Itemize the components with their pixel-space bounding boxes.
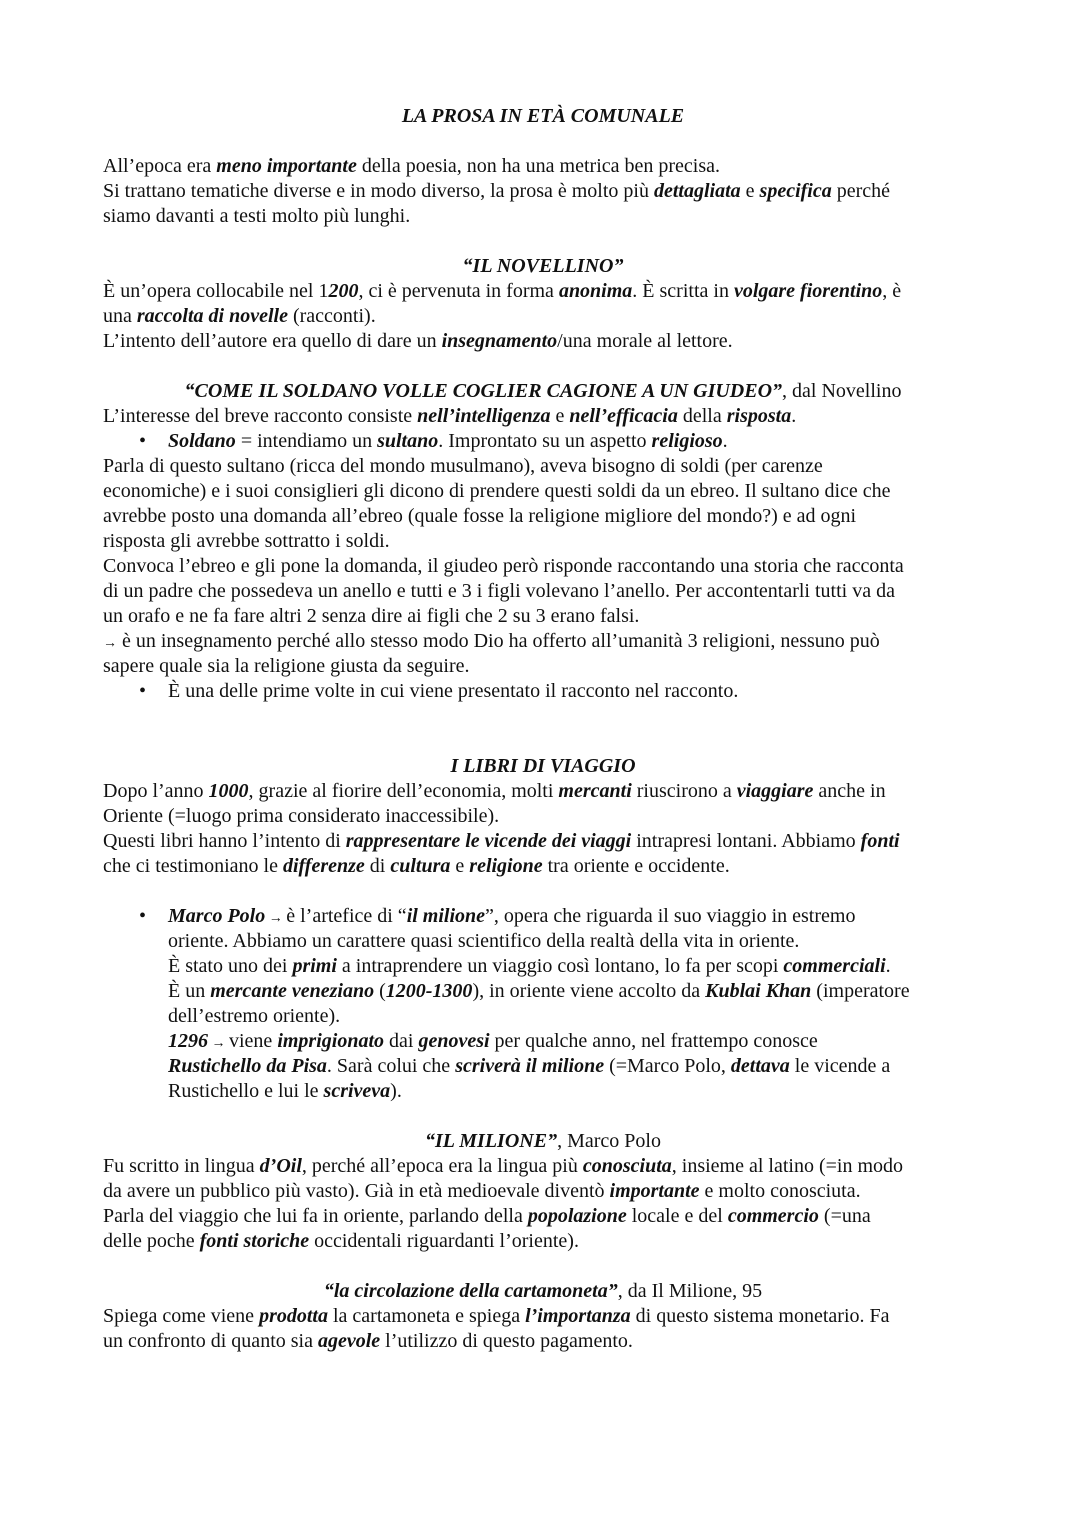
text-run: e (740, 180, 760, 202)
text-run: e (550, 405, 570, 427)
text-line (103, 154, 983, 179)
text-run: e molto conosciuta. (699, 1180, 861, 1202)
emphasis-text: volgare fiorentino (733, 280, 883, 302)
emphasis-text: imprigionato (277, 1030, 385, 1052)
section-soldano (103, 379, 983, 704)
text-line (103, 504, 983, 529)
text-line (103, 304, 983, 329)
text-line (103, 179, 983, 204)
emphasis-text: “COME IL SOLDANO VOLLE COGLIER CAGIONE A UN GIUDEO” (184, 380, 783, 402)
text-run: , da Il Milione, 95 (617, 1280, 763, 1302)
section-novellino (103, 254, 983, 354)
section-heading (103, 254, 983, 279)
emphasis-text: scriverà il milione (455, 1055, 605, 1077)
emphasis-text: il milione (406, 905, 486, 927)
emphasis-text: dettava (730, 1055, 790, 1077)
text-line (103, 1204, 983, 1229)
text-run: Spiega come viene (103, 1305, 260, 1327)
text-line (103, 1229, 983, 1254)
text-run: di (364, 855, 391, 877)
text-run: Parla del viaggio che lui fa in oriente, parlando della (103, 1205, 528, 1227)
text-run: un confronto di quanto sia (103, 1330, 318, 1352)
text-line (103, 329, 983, 354)
emphasis-text: Soldano (168, 430, 236, 452)
emphasis-text: meno importante (216, 155, 357, 177)
bullet-item (103, 679, 983, 704)
emphasis-text: 1200-1300 (385, 980, 473, 1002)
text-run: locale e del (626, 1205, 728, 1227)
text-run: ( (374, 980, 386, 1002)
text-run: L’intento dell’autore era quello di dare un (103, 330, 442, 352)
emphasis-text: mercante veneziano (210, 980, 375, 1002)
text-run: a intraprendere un viaggio così lontano, lo fa per scopi (336, 955, 784, 977)
text-line (103, 954, 983, 979)
text-line (103, 1154, 983, 1179)
text-run: È un’opera collocabile nel 1 (103, 280, 329, 302)
emphasis-text: d’Oil (259, 1155, 302, 1177)
text-run: L’interesse del breve racconto consiste (103, 405, 418, 427)
emphasis-text: popolazione (527, 1205, 627, 1227)
text-line (103, 554, 983, 579)
text-run: , Marco Polo (557, 1130, 661, 1152)
emphasis-text: “la circolazione della cartamoneta” (323, 1280, 618, 1302)
emphasis-text: dettagliata (653, 180, 741, 202)
text-run: , dal Novellino (782, 380, 902, 402)
section-marco-polo (103, 904, 983, 1104)
document-page (103, 104, 983, 1354)
text-line (103, 654, 983, 679)
text-run: Parla di questo sultano (ricca del mondo musulmano), aveva bisogno di soldi (per carenze (103, 455, 823, 477)
text-line (103, 529, 983, 554)
text-run: Oriente (=luogo prima considerato inaccessibile). (103, 805, 500, 827)
emphasis-text: nell’efficacia (569, 405, 678, 427)
text-run: È stato uno dei (168, 955, 293, 977)
text-run: Dopo l’anno (103, 780, 209, 802)
emphasis-text: viaggiare (736, 780, 814, 802)
emphasis-text: risposta (726, 405, 792, 427)
emphasis-text: fonti storiche (199, 1230, 310, 1252)
text-run: (=Marco Polo, (604, 1055, 731, 1077)
text-run: . È scritta in (632, 280, 734, 302)
text-run: di un padre che possedeva un anello e tutti e 3 i figli volevano l’anello. Per accontentarli tutti va da (103, 580, 895, 602)
text-line (103, 979, 983, 1004)
text-run: siamo davanti a testi molto più lunghi. (103, 205, 411, 227)
text-line (103, 1029, 983, 1054)
section-cartamoneta (103, 1279, 983, 1354)
emphasis-text: “IL MILIONE” (425, 1130, 558, 1152)
text-line (103, 1004, 983, 1029)
text-run: economiche) e i suoi consiglieri gli dicono di prendere questi soldi da un ebreo. Il sultano dice che (103, 480, 891, 502)
text-run: ”, opera che riguarda il suo viaggio in estremo (485, 905, 856, 927)
emphasis-text: genovesi (418, 1030, 490, 1052)
text-run: dell’estremo oriente). (168, 1005, 341, 1027)
text-line (103, 1079, 983, 1104)
text-run: , è (882, 280, 902, 302)
text-run: (=una (818, 1205, 871, 1227)
emphasis-text: differenze (282, 855, 365, 877)
emphasis-text: fonti (860, 830, 900, 852)
section-heading (103, 1279, 983, 1304)
text-line (103, 829, 983, 854)
emphasis-text: l’importanza (525, 1305, 631, 1327)
emphasis-text: “IL NOVELLINO” (462, 255, 624, 277)
emphasis-text: religioso (651, 430, 723, 452)
bullet-item (103, 429, 983, 454)
text-run: ), in oriente viene accolto da (472, 980, 706, 1002)
document-title (103, 104, 983, 129)
text-line (103, 404, 983, 429)
text-run: /una morale al lettore. (557, 330, 733, 352)
text-run: . (885, 955, 891, 977)
emphasis-text: 1000 (208, 780, 249, 802)
text-line (103, 579, 983, 604)
text-run: perché (831, 180, 891, 202)
text-line (103, 804, 983, 829)
text-line (103, 604, 983, 629)
text-run: = intendiamo un (235, 430, 378, 452)
arrow-icon: → (208, 1036, 229, 1051)
arrow-icon: → (103, 636, 117, 651)
text-run: per qualche anno, nel frattempo conosce (489, 1030, 818, 1052)
text-run: . Sarà colui che (326, 1055, 456, 1077)
text-run: , perché all’epoca era la lingua più (301, 1155, 583, 1177)
emphasis-text: Kublai Khan (705, 980, 812, 1002)
emphasis-text: nell’intelligenza (417, 405, 551, 427)
text-run: e (450, 855, 470, 877)
text-run: È una delle prime volte in cui viene presentato il racconto nel racconto. (168, 680, 739, 702)
text-run: . Improntato su un aspetto (438, 430, 652, 452)
section-heading (103, 379, 983, 404)
text-line (103, 854, 983, 879)
text-run: . (722, 430, 728, 452)
section-il-milione (103, 1129, 983, 1254)
text-line (103, 1304, 983, 1329)
text-run: tra oriente e occidente. (542, 855, 730, 877)
text-run: le vicende a (789, 1055, 891, 1077)
text-run: (imperatore (811, 980, 910, 1002)
text-run: viene (229, 1030, 278, 1052)
text-run: è l’artefice di “ (286, 905, 407, 927)
emphasis-text: 1296 (168, 1030, 208, 1052)
text-run: All’epoca era (103, 155, 217, 177)
emphasis-text: raccolta di novelle (136, 305, 288, 327)
emphasis-text: I LIBRI DI VIAGGIO (450, 755, 636, 777)
text-line (103, 279, 983, 304)
text-run: da avere un pubblico più vasto). Già in età medioevale diventò (103, 1180, 610, 1202)
emphasis-text: Marco Polo (168, 905, 266, 927)
emphasis-text: anonima (558, 280, 633, 302)
text-run: ). (390, 1080, 402, 1102)
text-run: , grazie al fiorire dell’economia, molti (248, 780, 559, 802)
emphasis-text: rappresentare le vicende dei viaggi (345, 830, 632, 852)
text-run: occidentali riguardanti l’oriente). (309, 1230, 579, 1252)
text-line (103, 204, 983, 229)
emphasis-text: insegnamento (441, 330, 558, 352)
text-run: la cartamoneta e spiega (327, 1305, 526, 1327)
text-run: una (103, 305, 137, 327)
text-line (103, 779, 983, 804)
text-line (103, 1054, 983, 1079)
emphasis-text: commercio (727, 1205, 819, 1227)
emphasis-text: scriveva (323, 1080, 391, 1102)
text-run: sapere quale sia la religione giusta da seguire. (103, 655, 470, 677)
emphasis-text: cultura (390, 855, 451, 877)
emphasis-text: commerciali (783, 955, 886, 977)
emphasis-text: LA PROSA IN ETÀ COMUNALE (401, 105, 685, 127)
page-title (103, 104, 983, 129)
text-run: Rustichello e lui le (168, 1080, 324, 1102)
text-run: (racconti). (287, 305, 376, 327)
text-run: , ci è pervenuta in forma (358, 280, 559, 302)
text-run: avrebbe posto una domanda all’ebreo (quale fosse la religione migliore del mondo?) e ad ogni (103, 505, 857, 527)
text-run: È un (168, 980, 211, 1002)
emphasis-text: specifica (759, 180, 832, 202)
emphasis-text: 200 (328, 280, 359, 302)
emphasis-text: agevole (317, 1330, 381, 1352)
text-run: di questo sistema monetario. Fa (630, 1305, 890, 1327)
text-run: dai (384, 1030, 419, 1052)
emphasis-text: sultano (377, 430, 439, 452)
bullet-item (103, 904, 983, 929)
text-line (103, 1179, 983, 1204)
text-run: oriente. Abbiamo un carattere quasi scientifico della realtà della vita in oriente. (168, 930, 800, 952)
text-run: delle poche (103, 1230, 200, 1252)
intro-paragraph (103, 154, 983, 229)
emphasis-text: prodotta (259, 1305, 328, 1327)
text-run: della (677, 405, 727, 427)
text-run: è un insegnamento perché allo stesso modo Dio ha offerto all’umanità 3 religioni, nessuno può (117, 630, 880, 652)
text-run: riuscirono a (631, 780, 737, 802)
text-line (103, 479, 983, 504)
emphasis-text: conosciuta (582, 1155, 672, 1177)
arrow-icon: → (265, 911, 287, 926)
text-run: della poesia, non ha una metrica ben precisa. (356, 155, 721, 177)
text-run: . (791, 405, 797, 427)
text-run: intrapresi lontani. Abbiamo (631, 830, 861, 852)
text-run: un orafo e ne fa fare altri 2 senza dire ai figli che 2 su 3 erano falsi. (103, 605, 640, 627)
emphasis-text: religione (469, 855, 543, 877)
text-line (103, 1329, 983, 1354)
text-line (103, 454, 983, 479)
emphasis-text: mercanti (558, 780, 632, 802)
section-libri-di-viaggio (103, 754, 983, 879)
text-run: Questi libri hanno l’intento di (103, 830, 346, 852)
text-run: anche in (813, 780, 886, 802)
text-line (103, 629, 983, 654)
section-heading (103, 1129, 983, 1154)
emphasis-text: Rustichello da Pisa (168, 1055, 327, 1077)
text-run: Convoca l’ebreo e gli pone la domanda, il giudeo però risponde raccontando una storia che racconta (103, 555, 904, 577)
text-run: Si trattano tematiche diverse e in modo diverso, la prosa è molto più (103, 180, 654, 202)
text-run: Fu scritto in lingua (103, 1155, 260, 1177)
section-heading (103, 754, 983, 779)
text-run: l’utilizzo di questo pagamento. (380, 1330, 633, 1352)
text-run: , insieme al latino (=in modo (671, 1155, 904, 1177)
text-line (103, 929, 983, 954)
text-run: che ci testimoniano le (103, 855, 283, 877)
text-run: risposta gli avrebbe sottratto i soldi. (103, 530, 390, 552)
emphasis-text: importante (609, 1180, 700, 1202)
emphasis-text: primi (292, 955, 337, 977)
